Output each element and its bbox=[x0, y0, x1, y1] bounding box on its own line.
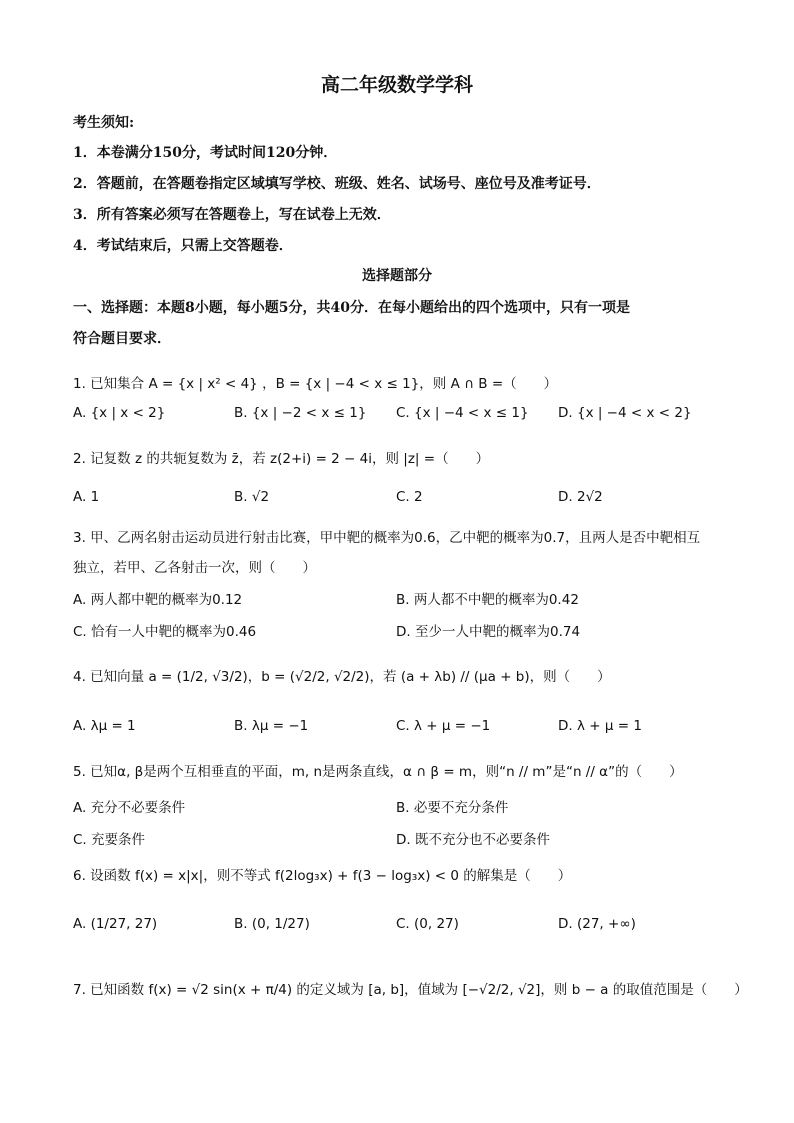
question-5-option-c: C. 充要条件 bbox=[73, 832, 146, 848]
question-4-option-c: C. λ + μ = −1 bbox=[396, 718, 491, 734]
question-3-option-c: C. 恰有一人中靶的概率为0.46 bbox=[73, 624, 257, 640]
question-3-option-d: D. 至少一人中靶的概率为0.74 bbox=[396, 624, 581, 640]
question-4-stem: 4. 已知向量 a = (1/2, √3/2)，b = (√2/2, √2/2)，若 (a + λb) // (μa + b)，则（ ） bbox=[73, 669, 611, 685]
notice-item: 2．答题前，在答题卷指定区域填写学校、班级、姓名、试场号、座位号及准考证号． bbox=[73, 176, 601, 192]
question-6-option-b: B. (0, 1/27) bbox=[234, 916, 310, 932]
part-instructions-line2: 符合题目要求． bbox=[73, 331, 171, 347]
question-2-option-b: B. √2 bbox=[234, 489, 270, 505]
question-4-option-b: B. λμ = −1 bbox=[234, 718, 309, 734]
notice-item: 3．所有答案必须写在答题卷上，写在试卷上无效． bbox=[73, 207, 391, 223]
question-3-option-a: A. 两人都中靶的概率为0.12 bbox=[73, 592, 243, 608]
question-6-stem: 6. 设函数 f(x) = x|x|，则不等式 f(2log₃x) + f(3 − log₃x) < 0 的解集是（ ） bbox=[73, 868, 572, 884]
notice-item: 1．本卷满分150分，考试时间120分钟． bbox=[73, 145, 338, 161]
question-5-option-d: D. 既不充分也不必要条件 bbox=[396, 832, 550, 848]
notice-item: 4．考试结束后，只需上交答题卷． bbox=[73, 238, 293, 254]
question-4-option-a: A. λμ = 1 bbox=[73, 718, 136, 734]
question-1-option-d: D. {x | −4 < x < 2} bbox=[558, 405, 692, 421]
question-2-option-a: A. 1 bbox=[73, 489, 100, 505]
question-1-stem: 1. 已知集合 A = {x | x² < 4} ，B = {x | −4 < x ≤ 1}，则 A ∩ B =（ ） bbox=[73, 376, 558, 392]
question-7-stem: 7. 已知函数 f(x) = √2 sin(x + π/4) 的定义域为 [a, b]，值域为 [−√2/2, √2]，则 b − a 的取值范围是（ ） bbox=[73, 982, 748, 998]
question-1-option-a: A. {x | x < 2} bbox=[73, 405, 166, 421]
question-5-stem: 5. 已知α, β是两个互相垂直的平面，m, n是两条直线，α ∩ β = m，则“n // m”是“n // α”的（ ） bbox=[73, 764, 683, 780]
question-5-option-a: A. 充分不必要条件 bbox=[73, 800, 186, 816]
page-title: 高二年级数学学科 bbox=[320, 74, 473, 96]
notice-heading: 考生须知: bbox=[73, 115, 135, 131]
part-instructions-line1: 一、选择题：本题8小题，每小题5分，共40分．在每小题给出的四个选项中，只有一项是 bbox=[73, 300, 630, 316]
question-1-option-b: B. {x | −2 < x ≤ 1} bbox=[234, 405, 367, 421]
question-2-option-d: D. 2√2 bbox=[558, 489, 603, 505]
question-6-option-a: A. (1/27, 27) bbox=[73, 916, 158, 932]
question-4-option-d: D. λ + μ = 1 bbox=[558, 718, 642, 734]
question-6-option-c: C. (0, 27) bbox=[396, 916, 459, 932]
question-5-option-b: B. 必要不充分条件 bbox=[396, 800, 509, 816]
question-2-option-c: C. 2 bbox=[396, 489, 423, 505]
question-3-stem-line2: 独立，若甲、乙各射击一次，则（ ） bbox=[73, 560, 316, 576]
question-1-option-c: C. {x | −4 < x ≤ 1} bbox=[396, 405, 529, 421]
question-2-stem: 2. 记复数 z 的共轭复数为 z̄，若 z(2+i) = 2 − 4i，则 |z| =（ ） bbox=[73, 451, 490, 467]
question-6-option-d: D. (27, +∞) bbox=[558, 916, 636, 932]
section-title: 选择题部分 bbox=[362, 268, 432, 284]
question-3-option-b: B. 两人都不中靶的概率为0.42 bbox=[396, 592, 579, 608]
question-3-stem-line1: 3. 甲、乙两名射击运动员进行射击比赛，甲中靶的概率为0.6，乙中靶的概率为0.7，且两人是否中靶相互 bbox=[73, 530, 701, 546]
